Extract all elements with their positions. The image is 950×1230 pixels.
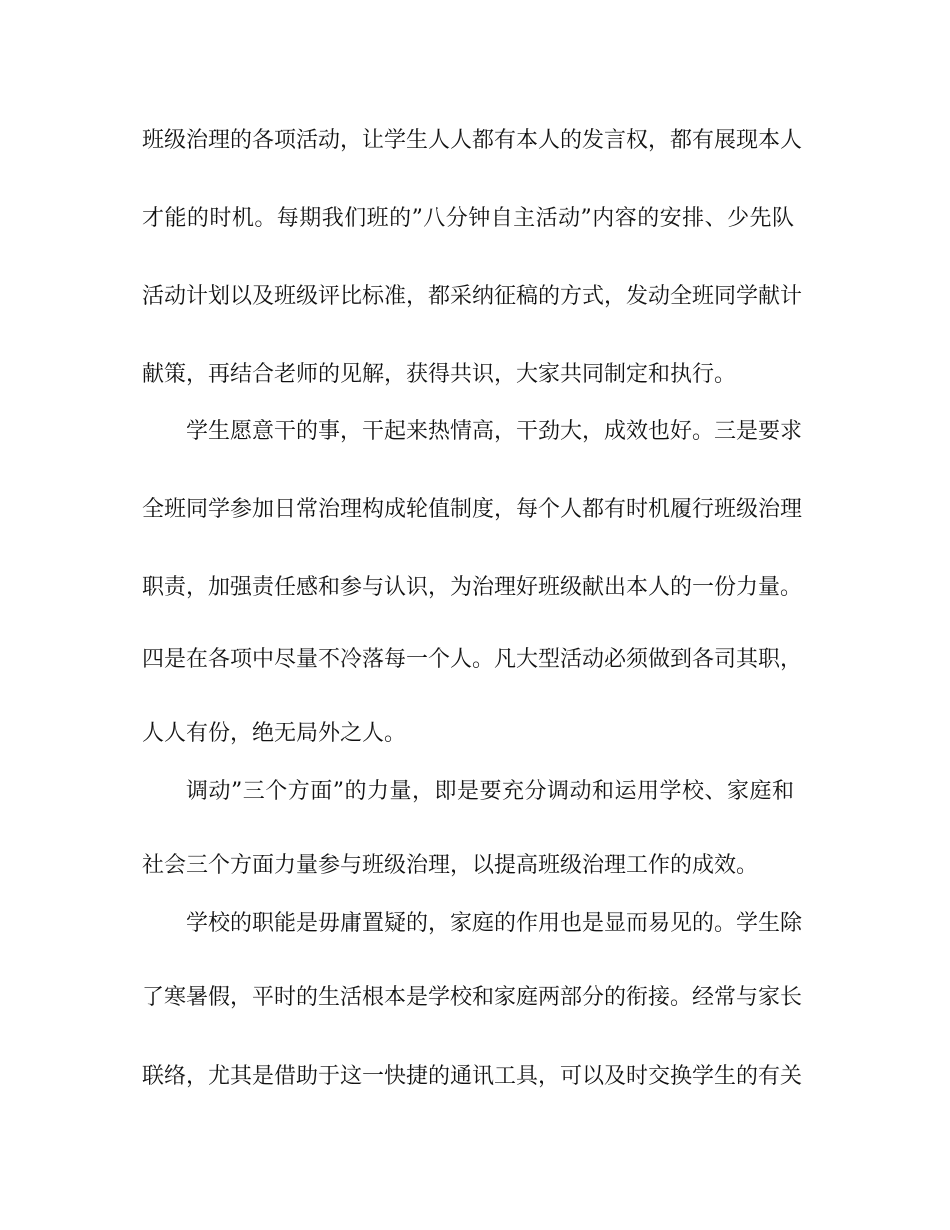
text-line-11: 社会三个方面力量参与班级治理，以提高班级治理工作的成效。 [142,853,759,878]
text-line-2: 才能的时机。每期我们班的”八分钟自主活动”内容的安排、少先队 [142,206,794,231]
text-line-7: 职责，加强责任感和参与认识，为治理好班级献出本人的一份力量。 [142,575,803,600]
text-line-12: 学校的职能是毋庸置疑的，家庭的作用也是显而易见的。学生除 [186,911,803,936]
text-line-5: 学生愿意干的事，干起来热情高，干劲大，成效也好。三是要求 [186,419,803,444]
text-line-14: 联络，尤其是借助于这一快捷的通讯工具，可以及时交换学生的有关 [142,1064,803,1089]
text-line-9: 人人有份，绝无局外之人。 [142,721,407,746]
text-line-6: 全班同学参加日常治理构成轮值制度，每个人都有时机履行班级治理 [142,497,803,522]
text-line-13: 了寒暑假，平时的生活根本是学校和家庭两部分的衔接。经常与家长 [142,985,803,1010]
text-line-10: 调动”三个方面”的力量，即是要充分调动和运用学校、家庭和 [186,779,794,804]
text-line-3: 活动计划以及班级评比标准，都采纳征稿的方式，发动全班同学献计 [142,284,803,309]
text-line-4: 献策，再结合老师的见解，获得共识，大家共同制定和执行。 [142,362,737,387]
text-line-1: 班级治理的各项活动，让学生人人都有本人的发言权，都有展现本人 [142,128,803,153]
text-line-8: 四是在各项中尽量不冷落每一个人。凡大型活动必须做到各司其职， [142,647,803,672]
